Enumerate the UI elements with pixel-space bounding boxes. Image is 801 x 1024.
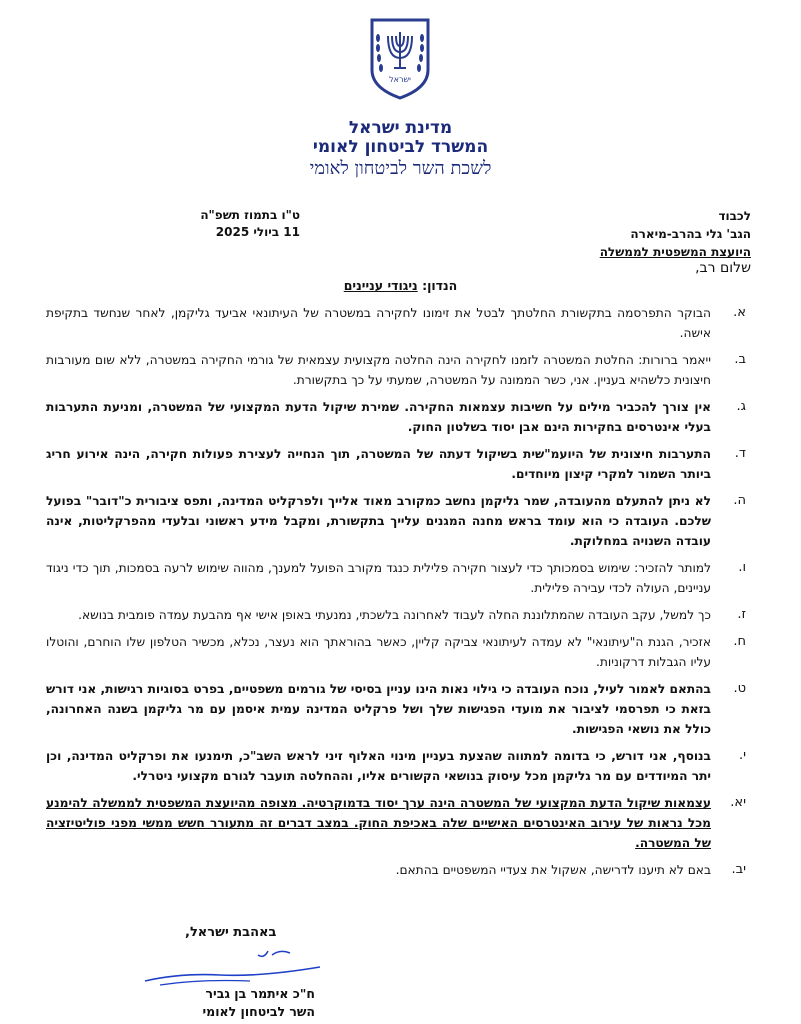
list-item [46,558,746,598]
subject-label: הנדון: [417,278,458,293]
signature-name: ח"כ איתמר בן גביר [205,986,315,1001]
item-text: באם לא תיענו לדרישה, אשקול את צעדיי המשפטיים בהתאם. [395,863,711,877]
list-item [46,860,746,880]
list-item [46,350,746,390]
list-item [46,444,746,484]
list-item [46,632,746,672]
item-marker: ב. [734,352,746,367]
list-item [46,679,746,739]
recipient-title: היועצת המשפטית לממשלה [599,245,751,259]
header-office: לשכת השר לביטחון לאומי [309,158,492,179]
subject-line [0,278,801,293]
recipient-name: הגב' גלי בהרב-מיארה [630,227,751,241]
list-item [46,303,746,343]
item-marker: ג. [736,399,746,414]
item-marker: ח. [733,634,746,649]
subject-value: ניגודי עניינים [343,278,418,293]
signature-block [175,985,315,1021]
header-state: מדינת ישראל [348,118,453,138]
item-text: התערבות חיצונית של היועמ"שית בשיקול דעתה של המשטרה, תוך הנחייה לעצירת פעולות חקירה, הינה אירוע חריג ביותר השמור למקרי קיצון מיוחדים. [46,447,711,481]
item-text: לא ניתן להתעלם מהעובדה, שמר גליקמן נחשב כמקורב מאוד אלייך ולפרקליט המדינה, ותפס ציבורית כ"דובר" בפועל שלכם. העובדה כי הוא עומד בראש מחנה המגנים עלייך בתקשורת, ומקבל מידע ראשוני ובלעדי מהפרקליטות, אינה עובדה השנויה במחלוקת. [46,494,711,548]
recipient-prefix: לכבוד [718,209,751,223]
signature-title: השר לביטחון לאומי [202,1004,315,1019]
date-block [150,207,300,241]
item-text: ייאמר ברורות: החלטת המשטרה לזמנו לחקירה הינה החלטה מקצועית עצמאית של גורמי החקירה במשטרה, ללא שום מעורבות חיצונית כלשהיא בעניין. אני, כשר הממונה על המשטרה, שמעתי על כך בתקשורת. [46,353,711,387]
item-text: עצמאות שיקול הדעת המקצועי של המשטרה הינה ערך יסוד בדמוקרטיה. מצופה מהיועצת המשפטית לממשלה להימנע מכל נראות של עירוב האינטרסים האישיים שלה באכיפת החוק. במצב דברים זה מתעורר חשש ממשי מפני פוליטיזציה של המשטרה. [46,796,711,850]
item-marker: ה. [733,493,746,508]
item-text: בנוסף, אני דורש, כי בדומה למתווה שהצעת בעניין מינוי האלוף זיני לראש השב"כ, תימנעו את ופרקליט המדינה, וכן יתר המיודדים עם מר גליקמן מכל עיסוק בנושאי הקשורים אליו, וההחלטה תועבר לגורם מקצועי ניטרלי. [46,749,711,783]
item-marker: ז. [737,607,746,622]
greeting: שלום רב, [695,260,751,276]
item-marker: יב. [731,862,746,877]
item-text: אין צורך להכביר מילים על חשיבות עצמאות החקירה. שמירת שיקול הדעת המקצועי של המשטרה, ומניעת התערבות בעלי אינטרסים בחקירות הינם אבן יסוד בשלטון החוק. [46,400,711,434]
item-marker: ו. [738,560,746,575]
item-marker: א. [733,305,746,320]
date-hebrew: ט"ו בתמוז תשפ"ה [200,208,300,222]
item-text: כך למשל, עקב העובדה שהמתלוננת החלה לעבוד לאחרונה בלשכתי, נמנעתי באופן אישי אף מהבעת עמדה פומבית בנושא. [78,608,711,622]
item-text: בהתאם לאמור לעיל, נוכח העובדה כי גילוי נאות הינו עניין בסיסי של גורמים משפטיים, בפרט בסוגיות רגישות, אני דורש בזאת כי תפרסמי לציבור את מועדי הפגישות שלך ושל פרקליט המדינה עמית איסמן עם מר גליקמן בשנה האחרונה, כולל את נושאי הפגישות. [46,682,711,736]
date-gregorian: 11 ביולי 2025 [215,225,300,239]
signature-image [140,945,330,990]
letter-body [46,303,746,887]
item-text: הבוקר התפרסמה בתקשורת החלטתך לבטל את זימונו לחקירה במשטרה של העיתונאי אביעד גליקמן, לאחר שנחשד בתקיפת אישה. [46,306,711,340]
list-item [46,746,746,786]
list-item [46,491,746,551]
closing-line: באהבת ישראל, [185,925,277,940]
state-emblem-icon [368,18,432,100]
item-text: למותר להזכיר: שימוש בסמכותך כדי לעצור חקירה פלילית כנגד מקורב הפועל למענך, מהווה שימוש לרעה בסמכות, תוך כדי ניגוד עניינים, העולה לכדי עבירה פלילית. [46,561,711,595]
recipient-block [351,207,751,261]
header-ministry: המשרד לביטחון לאומי [312,137,489,157]
item-text: אזכיר, הגנת ה"עיתונאי" לא עמדה לעיתונאי צביקה קליין, כאשר בהוראתך הוא נעצר, נכלא, מכשיר הטלפון שלו הוחרם, והוטלו עליו הגבלות דרקוניות. [46,635,711,669]
item-marker: י. [738,748,746,763]
list-item [46,397,746,437]
item-marker: ט. [733,681,746,696]
list-item [46,793,746,853]
list-item [46,605,746,625]
emblem-text: ישראל [389,75,411,84]
item-marker: ד. [734,446,746,461]
item-marker: יא. [730,795,746,810]
